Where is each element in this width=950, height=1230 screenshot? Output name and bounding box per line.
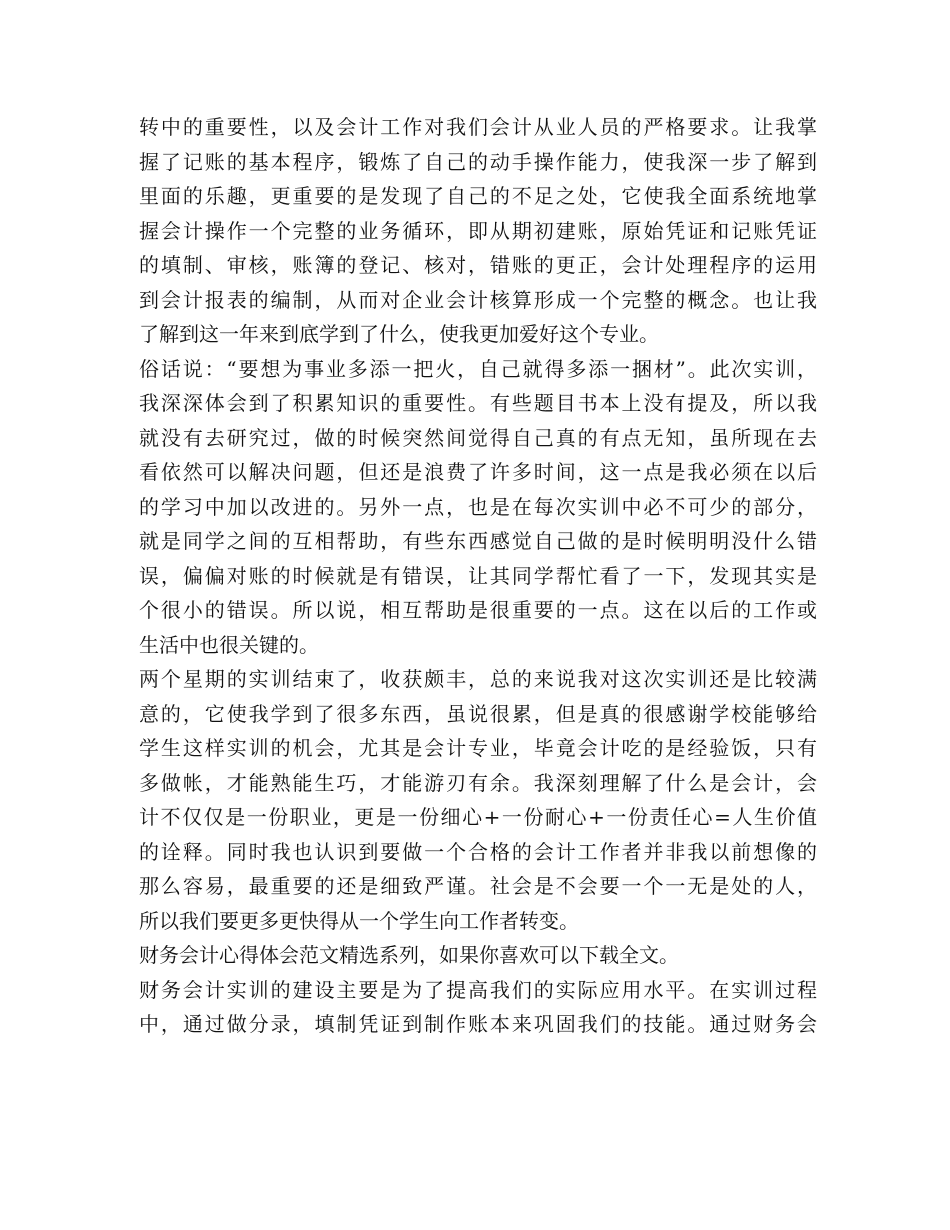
text-line: 个很小的错误。所以说，相互帮助是很重要的一点。这在以后的工作或: [139, 598, 817, 622]
text-line: 那么容易，最重要的还是细致严谨。社会是不会要一个一无是处的人，: [139, 874, 817, 898]
text-line: 俗话说：“要想为事业多添一把火，自己就得多添一捆材”。此次实训，: [139, 356, 817, 381]
text-line: 中，通过做分录，填制凭证到制作账本来巩固我们的技能。通过财务会: [139, 1012, 817, 1036]
text-line: 学生这样实训的机会，尤其是会计专业，毕竟会计吃的是经验饭，只有: [139, 736, 817, 760]
text-line: 到会计报表的编制，从而对企业会计核算形成一个完整的概念。也让我: [139, 287, 817, 312]
text-line: 两个星期的实训结束了，收获颇丰，总的来说我对这次实训还是比较满: [139, 667, 817, 691]
text-line: 我深深体会到了积累知识的重要性。有些题目书本上没有提及，所以我: [139, 391, 817, 415]
text-line: 多做帐，才能熟能生巧，才能游刃有余。我深刻理解了什么是会计，会: [139, 770, 817, 795]
text-line: 就是同学之间的互相帮助，有些东西感觉自己做的是时候明明没什么错: [139, 529, 817, 553]
text-line: 的填制、审核，账簿的登记、核对，错账的更正，会计处理程序的运用: [139, 253, 817, 277]
text-line: 误，偏偏对账的时候就是有错误，让其同学帮忙看了一下，发现其实是: [139, 563, 817, 588]
text-line: 的学习中加以改进的。另外一点，也是在每次实训中必不可少的部分，: [139, 494, 817, 519]
text-line: 里面的乐趣，更重要的是发现了自己的不足之处，它使我全面系统地掌: [139, 184, 817, 208]
text-line: 的诠释。同时我也认识到要做一个合格的会计工作者并非我以前想像的: [139, 839, 817, 864]
text-line: 计不仅仅是一份职业，更是一份细心+一份耐心+一份责任心=人生价值: [139, 805, 817, 829]
text-line: 意的，它使我学到了很多东西，虽说很累，但是真的很感谢学校能够给: [139, 701, 817, 726]
text-line: 了解到这一年来到底学到了什么，使我更加爱好这个专业。: [139, 322, 659, 346]
text-line: 所以我们要更多更快得从一个学生向工作者转变。: [139, 908, 579, 933]
text-line: 握会计操作一个完整的业务循环，即从期初建账，原始凭证和记账凭证: [139, 218, 817, 243]
text-line: 转中的重要性，以及会计工作对我们会计从业人员的严格要求。让我掌: [139, 115, 817, 139]
text-line: 财务会计心得体会范文精选系列，如果你喜欢可以下载全文。: [139, 943, 679, 967]
text-line: 握了记账的基本程序，锻炼了自己的动手操作能力，使我深一步了解到: [139, 149, 817, 174]
text-line: 财务会计实训的建设主要是为了提高我们的实际应用水平。在实训过程: [139, 977, 817, 1002]
text-line: 看依然可以解决问题，但还是浪费了许多时间，这一点是我必须在以后: [139, 460, 817, 484]
text-line: 生活中也很关键的。: [139, 632, 319, 657]
document-body: [139, 110, 817, 1042]
text-line: 就没有去研究过，做的时候突然间觉得自己真的有点无知，虽所现在去: [139, 425, 817, 450]
